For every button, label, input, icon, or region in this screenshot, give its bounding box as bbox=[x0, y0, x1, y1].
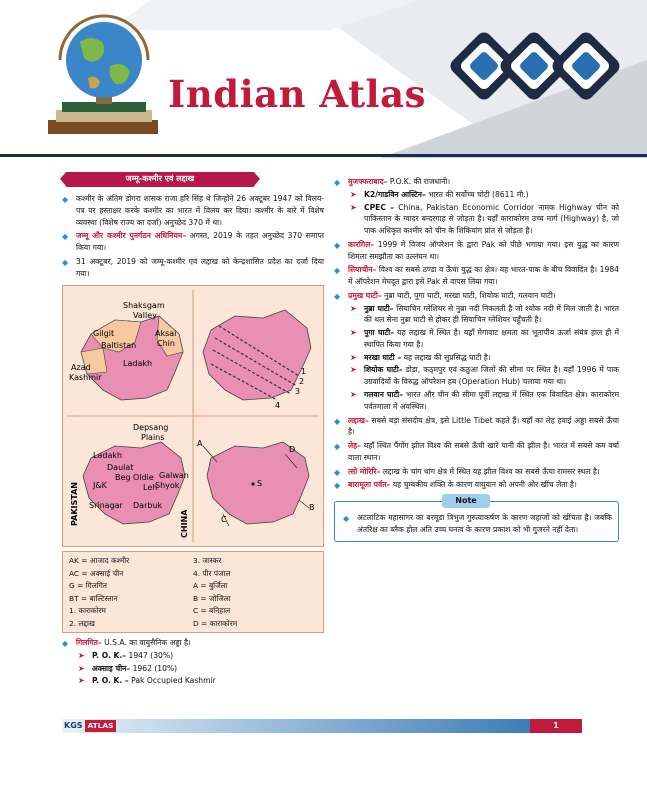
list-item-text: U.S.A. का वायुसैनिक अड्डा है। bbox=[101, 638, 191, 648]
map-label: PAKISTAN bbox=[70, 482, 79, 527]
map-label: J&K bbox=[93, 481, 107, 491]
sub-item-text: भारत और चीन की सीमा पूर्वी लद्दाख में स्थित एक विवादित क्षेत्र। काराकोरम पर्वतमाला में अवस्थित। bbox=[364, 390, 619, 411]
list-item-text: सबसे बड़ा संसदीय क्षेत्र, इसे Little Tibet कहते हैं। यहाँ का लेह हवाई अड्डा सबसे ऊँचा है। bbox=[348, 415, 619, 437]
map-label: 2 bbox=[299, 377, 305, 387]
legend-entry: AK = आजाद कश्मीर bbox=[69, 556, 130, 566]
map-label: B bbox=[309, 503, 315, 513]
list-item-heading: लद्दाख– bbox=[348, 415, 369, 425]
arrow-bullet-icon: ➤ bbox=[350, 390, 357, 400]
map-label: 1 bbox=[301, 367, 307, 377]
page-header bbox=[0, 0, 647, 158]
sub-item bbox=[334, 327, 619, 351]
diamond-bullet-icon: ◆ bbox=[334, 481, 341, 491]
sub-item bbox=[62, 675, 324, 687]
map-label: Beg Oldie bbox=[115, 473, 154, 483]
arrow-bullet-icon: ➤ bbox=[350, 202, 357, 212]
map-panel bbox=[62, 285, 324, 547]
legend-entry: A = बुर्जिला bbox=[193, 581, 228, 591]
sub-item-heading: मरखा घाटी – bbox=[364, 352, 402, 362]
right-column bbox=[334, 172, 619, 542]
list-item-text: लद्दाख के चांग थांग क्षेत्र में स्थित यह झील विश्व का सबसे ऊँचा रामसर स्थल है। bbox=[380, 466, 600, 476]
sub-item-heading: अक्साइ चीन– bbox=[92, 663, 131, 673]
map-label: D bbox=[289, 445, 296, 455]
list-item-heading: गिलगित– bbox=[76, 638, 102, 648]
map-label: S bbox=[257, 479, 263, 489]
legend-entry: 2. लद्दाख bbox=[69, 618, 95, 628]
map-label: A bbox=[197, 439, 203, 449]
map-places bbox=[70, 423, 189, 538]
map-label: Plains bbox=[141, 433, 165, 443]
map-label: 4 bbox=[275, 401, 281, 411]
list-item-text: कश्मीर के अंतिम डोगरा शासक राजा हरि सिंह थे जिन्होंने 26 अक्टूबर 1947 को विलय-पत्र पर हस्ताक्षर करके कश्मीर का भारत में विलय कर दिया। कश्मीर के बारे में विशेष व्यवस्था (विशेष राज्य का दर्जा) अनुच्छेद 370 में था। bbox=[76, 194, 324, 227]
map-label: Galwan bbox=[159, 471, 189, 481]
map-label: Azad bbox=[71, 363, 91, 373]
sub-item-heading: K2/गाडविन आस्टिन– bbox=[364, 189, 426, 199]
arrow-bullet-icon: ➤ bbox=[350, 303, 357, 313]
list-item bbox=[62, 637, 324, 649]
map-label: Gilgit bbox=[93, 329, 115, 339]
sub-item-text: यह लद्दाख की सुप्रसिद्ध घाटी है। bbox=[401, 352, 491, 362]
sub-item-heading: नुब्रा घाटी– bbox=[364, 303, 394, 313]
diamond-bullet-icon: ◆ bbox=[334, 240, 341, 250]
sub-item-text: भारत की सर्वोच्च चोटी (8611 मी.) bbox=[425, 189, 529, 199]
note-text-item bbox=[343, 512, 612, 536]
map-label: Kashmir bbox=[69, 373, 102, 383]
map-label: Ladakh bbox=[93, 451, 123, 461]
sub-item-text: 1947 (30%) bbox=[126, 650, 174, 660]
map-regions bbox=[69, 301, 183, 400]
map-label: Shyok bbox=[155, 481, 180, 491]
footer-bar bbox=[62, 719, 582, 733]
sub-item-heading: गलवान घाटी– bbox=[364, 390, 404, 400]
list-item-heading: लेह– bbox=[348, 441, 361, 451]
sub-item-text: 1962 (10%) bbox=[130, 663, 178, 673]
list-item-text: यहाँ स्थित पैंगोंग झील विश्व की सबसे ऊँची खारे पानी की झील है। भारत में सबसे कम वर्षा वाला स्थान। bbox=[348, 441, 619, 462]
sub-item-heading: P. O. K.– bbox=[92, 650, 127, 660]
legend-entry: 1. काराकोरम bbox=[69, 606, 106, 616]
map-label: 3 bbox=[295, 387, 301, 397]
list-item bbox=[334, 479, 619, 491]
map-label: Baltistan bbox=[101, 341, 137, 351]
page-title: Indian Atlas bbox=[168, 72, 426, 116]
diamond-bullet-icon: ◆ bbox=[62, 195, 69, 204]
list-item-text: अगस्त, 2019 के तहत अनुच्छेद 370 समाप्त किया गया। bbox=[76, 231, 325, 253]
list-item bbox=[62, 193, 324, 228]
sub-item-text: Pak Occupied Kashmir bbox=[128, 676, 216, 686]
list-item-heading: प्रमुख घाटी– bbox=[348, 290, 382, 300]
header-rule bbox=[0, 154, 647, 157]
logo-kgs: KGS bbox=[64, 720, 83, 730]
sub-item-heading: शियोक घाटी– bbox=[364, 365, 403, 375]
sub-item-heading: P. O. K. – bbox=[92, 676, 129, 686]
list-item-heading: कारगिल– bbox=[348, 239, 375, 249]
diamond-bullet-icon: ◆ bbox=[334, 467, 341, 477]
arrow-bullet-icon: ➤ bbox=[78, 663, 85, 673]
list-item bbox=[334, 466, 619, 478]
diamond-bullet-icon: ◆ bbox=[343, 514, 350, 524]
list-item-heading: जम्मू और कश्मीर पुनर्गठन अधिनियम– bbox=[76, 231, 187, 241]
list-item-heading: त्सो मोरिरि– bbox=[348, 466, 381, 476]
note-box bbox=[334, 496, 619, 542]
map-label: Ladakh bbox=[123, 359, 153, 369]
map-figure bbox=[63, 286, 323, 546]
legend-entry: AC = अक्साई चीन bbox=[69, 568, 124, 578]
section-title: जम्मू-कश्मीर एवं लद्दाख bbox=[125, 174, 195, 184]
section-title-banner bbox=[66, 172, 254, 187]
legend-entry: 3. जास्कर bbox=[193, 556, 222, 566]
diamond-bullet-icon: ◆ bbox=[334, 291, 341, 301]
list-item bbox=[334, 264, 619, 288]
sub-item bbox=[334, 389, 619, 413]
diamond-bullet-icon: ◆ bbox=[334, 442, 341, 452]
map-label: Chin bbox=[157, 339, 175, 349]
list-item-heading: बारामूला पर्वत– bbox=[348, 480, 391, 490]
legend-entry: 4. पीर पंजाल bbox=[193, 568, 231, 578]
list-item-heading: सियाचीन– bbox=[348, 265, 377, 275]
map-label: Daulat bbox=[107, 463, 134, 473]
list-item bbox=[334, 176, 619, 188]
list-item bbox=[62, 256, 324, 280]
diamond-bullet-icon: ◆ bbox=[334, 266, 341, 276]
arrow-bullet-icon: ➤ bbox=[78, 650, 85, 660]
left-column bbox=[62, 172, 324, 687]
legend-entry: BT = बाल्टिस्तान bbox=[69, 593, 118, 603]
arrow-bullet-icon: ➤ bbox=[350, 328, 357, 338]
arrow-bullet-icon: ➤ bbox=[350, 352, 357, 362]
map-label: Shaksgam bbox=[123, 301, 165, 311]
list-item-text: 1999 में विजय ऑपरेशन के द्वारा Pak को पीछे भगाया गया। इस युद्ध का कारण शिमला समझौता का उल्लंघन था। bbox=[348, 239, 619, 261]
sub-item bbox=[62, 650, 324, 662]
sub-item-text: यह लद्दाख में स्थित है। यहाँ मेगावाट क्षमता का भूतापीय ऊर्जा संयंत्र हाल ही में स्थापित किया गया है। bbox=[364, 328, 620, 349]
map-passes bbox=[197, 439, 315, 526]
footer-logo bbox=[64, 719, 116, 733]
legend-entry: D = काराकोरम bbox=[193, 618, 238, 628]
map-ranges bbox=[203, 310, 311, 410]
sub-item bbox=[334, 202, 619, 237]
map-label: Leh bbox=[143, 483, 158, 493]
diamond-bullet-icon: ◆ bbox=[334, 178, 341, 187]
diamond-ornament-icon bbox=[447, 29, 623, 103]
list-item-text: यह चुम्बकीय शक्ति के कारण वायुयान को अपनी ओर खींच लेता है। bbox=[390, 480, 577, 490]
diamond-bullet-icon: ◆ bbox=[62, 639, 69, 649]
map-label: Valley bbox=[133, 311, 157, 321]
list-item bbox=[334, 415, 619, 439]
arrow-bullet-icon: ➤ bbox=[78, 676, 85, 686]
globe-icon bbox=[48, 16, 158, 134]
map-label: CHINA bbox=[180, 509, 189, 539]
sub-item-heading: पुगा घाटी– bbox=[364, 328, 395, 338]
legend-entry: C = बनिहाल bbox=[193, 606, 231, 616]
list-item-text: विश्व का सबसे ठण्डा व ऊँचा युद्ध का क्षेत्र। यह भारत-पाक के बीच विवादित है। 1984 में ऑपरेशन मेघदूत द्वारा इसे Pak से वापस लिया गया। bbox=[348, 265, 619, 287]
note-text: अटलांटिक महासागर का बरमूडा त्रिभुज गुरुत्वाकर्षण के कारण जहाजों को खींचता है। जबकि अंतरिक्ष का ब्लैक होल अति उच्च घनत्व के कारण प्रकाश को भी गुजरने नहीं देता। bbox=[357, 513, 612, 534]
map-label: Depsang bbox=[133, 423, 169, 433]
diamond-bullet-icon: ◆ bbox=[334, 416, 341, 426]
sub-item-text: डोडा, कठ्मपुर एवं कठुआ जिलों की सीमा पर स्थित है। यहाँ 1996 में पाक उग्रवादियों के विरुद्ध ऑपरेशन हब (Operation Hub) चलाया गया था। bbox=[364, 365, 619, 387]
legend-entry: G = गिलगित bbox=[69, 581, 107, 591]
sub-item bbox=[62, 663, 324, 675]
list-item-text: 31 अक्टूबर, 2019 को जम्मू-कश्मीर एवं लद्दाख को केन्द्रशासित प्रदेश का दर्जा दिया गया। bbox=[76, 256, 324, 278]
map-legend bbox=[62, 551, 324, 633]
list-item-text: नुब्रा घाटी, पुगा घाटी, मरखा घाटी, शियोक घाटी, गलवान घाटी। bbox=[381, 290, 556, 300]
diamond-bullet-icon: ◆ bbox=[62, 257, 69, 267]
sub-item bbox=[334, 189, 619, 201]
map-label: C bbox=[221, 515, 227, 525]
map-label: Darbuk bbox=[133, 501, 163, 511]
sub-item-text: सियाचिन ग्लेशियर से नुब्रा नदी निकलती है जो श्योक नदी में मिल जाती है। भारत की थल सेना नुब्रा घाटी से होकर ही सियाचिन ग्लेशियर पहुँचती है। bbox=[364, 303, 619, 325]
list-item bbox=[334, 239, 619, 263]
list-item-heading: मुजफ्फराबाद– bbox=[348, 177, 388, 186]
sub-item-text: China, Pakistan Economic Corridor नामक Highway चीन को पाकिस्तान के ग्वादर बन्दरगाह से जोड़ता है। यहाँ काराकोरम उच्च मार्ग (Highway) है, जो पाक अधिकृत कश्मीर को चीन के शिकियांग प्रांत से जोड़ता है। bbox=[364, 202, 619, 236]
note-tag: Note bbox=[442, 494, 490, 508]
list-item bbox=[62, 230, 324, 254]
diamond-bullet-icon: ◆ bbox=[62, 232, 69, 242]
arrow-bullet-icon: ➤ bbox=[350, 189, 357, 199]
legend-entry: B = जोजिला bbox=[193, 593, 231, 603]
list-item-text: P.O.K. की राजधानी। bbox=[387, 177, 451, 186]
list-item bbox=[334, 440, 619, 464]
sub-item bbox=[334, 364, 619, 388]
map-label: Srinagar bbox=[89, 501, 123, 511]
arrow-bullet-icon: ➤ bbox=[350, 365, 357, 375]
list-item bbox=[334, 290, 619, 302]
map-label: Aksai bbox=[155, 329, 177, 339]
logo-atlas: ATLAS bbox=[85, 720, 117, 731]
sub-item-heading: CPEC – bbox=[364, 202, 395, 212]
sub-item bbox=[334, 303, 619, 327]
page-number: 1 bbox=[530, 719, 582, 733]
sub-item bbox=[334, 352, 619, 364]
